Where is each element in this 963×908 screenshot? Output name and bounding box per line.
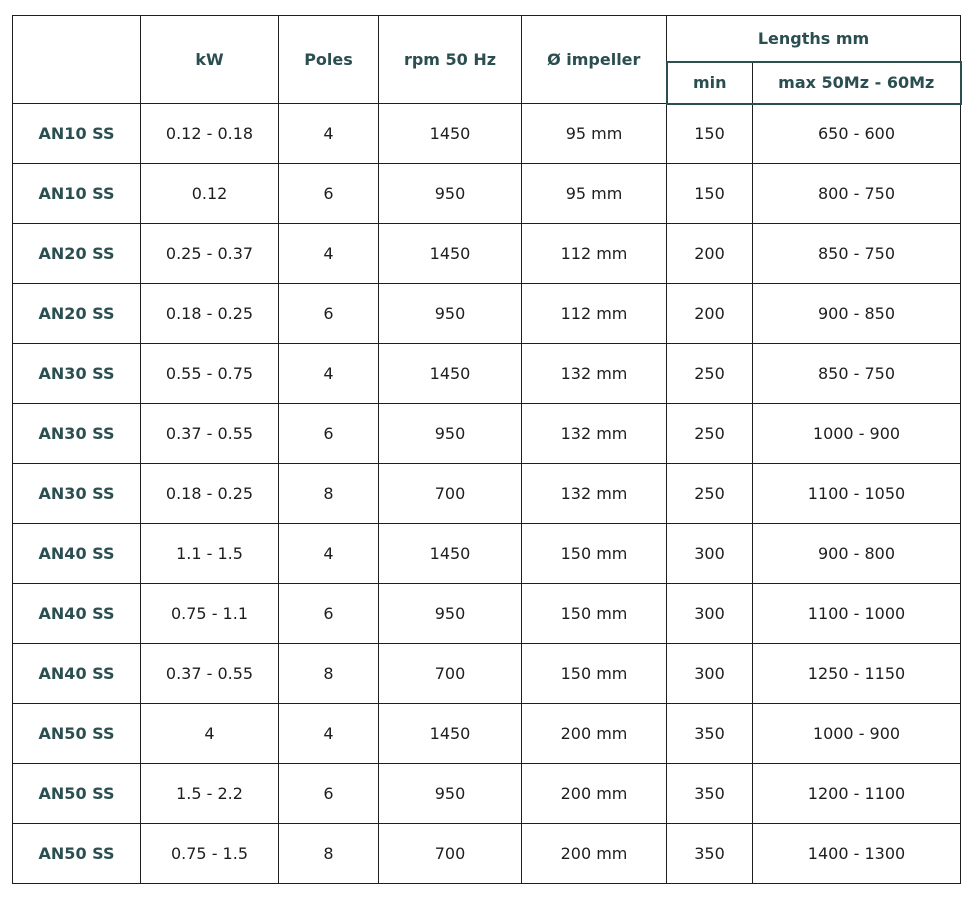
model-cell: AN20 SS [13, 284, 141, 344]
model-cell: AN30 SS [13, 344, 141, 404]
min-length-cell: 350 [667, 704, 753, 764]
kw-cell: 0.18 - 0.25 [141, 464, 279, 524]
corner-header [13, 16, 141, 104]
min-length-cell: 300 [667, 644, 753, 704]
rpm-cell: 950 [379, 164, 522, 224]
rpm-cell: 950 [379, 404, 522, 464]
max-length-cell: 850 - 750 [753, 224, 961, 284]
poles-cell: 6 [279, 764, 379, 824]
model-cell: AN20 SS [13, 224, 141, 284]
kw-cell: 0.37 - 0.55 [141, 644, 279, 704]
impeller-cell: 150 mm [522, 524, 667, 584]
kw-header: kW [141, 16, 279, 104]
poles-cell: 6 [279, 404, 379, 464]
max-length-cell: 1200 - 1100 [753, 764, 961, 824]
max-length-cell: 1100 - 1000 [753, 584, 961, 644]
poles-cell: 8 [279, 464, 379, 524]
table-row [13, 764, 961, 824]
impeller-header: Ø impeller [522, 16, 667, 104]
table-row [13, 584, 961, 644]
min-length-header: min [667, 62, 753, 104]
impeller-cell: 95 mm [522, 104, 667, 164]
impeller-cell: 150 mm [522, 644, 667, 704]
impeller-cell: 200 mm [522, 704, 667, 764]
min-length-cell: 200 [667, 224, 753, 284]
max-length-cell: 1000 - 900 [753, 404, 961, 464]
rpm-cell: 700 [379, 824, 522, 884]
impeller-cell: 132 mm [522, 344, 667, 404]
max-length-cell: 900 - 800 [753, 524, 961, 584]
model-cell: AN40 SS [13, 584, 141, 644]
table-row [13, 164, 961, 224]
table-row [13, 404, 961, 464]
min-length-cell: 300 [667, 524, 753, 584]
poles-cell: 6 [279, 164, 379, 224]
table-row [13, 644, 961, 704]
min-length-cell: 350 [667, 764, 753, 824]
poles-cell: 4 [279, 344, 379, 404]
min-length-cell: 250 [667, 344, 753, 404]
poles-cell: 6 [279, 284, 379, 344]
poles-cell: 4 [279, 704, 379, 764]
impeller-cell: 132 mm [522, 404, 667, 464]
poles-cell: 6 [279, 584, 379, 644]
min-length-cell: 150 [667, 164, 753, 224]
poles-cell: 4 [279, 524, 379, 584]
table-row [13, 104, 961, 164]
poles-cell: 8 [279, 644, 379, 704]
min-length-cell: 150 [667, 104, 753, 164]
kw-cell: 0.55 - 0.75 [141, 344, 279, 404]
impeller-cell: 150 mm [522, 584, 667, 644]
min-length-cell: 250 [667, 404, 753, 464]
model-cell: AN30 SS [13, 404, 141, 464]
kw-cell: 0.75 - 1.1 [141, 584, 279, 644]
min-length-cell: 300 [667, 584, 753, 644]
kw-cell: 4 [141, 704, 279, 764]
min-length-cell: 350 [667, 824, 753, 884]
rpm-cell: 950 [379, 764, 522, 824]
table-header [13, 16, 961, 104]
table-body [13, 104, 961, 884]
rpm-cell: 950 [379, 584, 522, 644]
table-row [13, 704, 961, 764]
table-row [13, 224, 961, 284]
kw-cell: 0.75 - 1.5 [141, 824, 279, 884]
max-length-cell: 1100 - 1050 [753, 464, 961, 524]
min-length-cell: 250 [667, 464, 753, 524]
table-row [13, 344, 961, 404]
rpm-cell: 1450 [379, 224, 522, 284]
kw-cell: 1.5 - 2.2 [141, 764, 279, 824]
rpm-cell: 1450 [379, 704, 522, 764]
model-cell: AN10 SS [13, 164, 141, 224]
rpm-cell: 950 [379, 284, 522, 344]
rpm-header: rpm 50 Hz [379, 16, 522, 104]
table-row [13, 824, 961, 884]
impeller-cell: 95 mm [522, 164, 667, 224]
model-cell: AN40 SS [13, 524, 141, 584]
kw-cell: 0.25 - 0.37 [141, 224, 279, 284]
kw-cell: 0.12 [141, 164, 279, 224]
max-length-cell: 1250 - 1150 [753, 644, 961, 704]
kw-cell: 0.12 - 0.18 [141, 104, 279, 164]
model-cell: AN50 SS [13, 764, 141, 824]
impeller-cell: 112 mm [522, 284, 667, 344]
model-cell: AN50 SS [13, 824, 141, 884]
poles-cell: 4 [279, 104, 379, 164]
max-length-cell: 1400 - 1300 [753, 824, 961, 884]
impeller-cell: 200 mm [522, 824, 667, 884]
lengths-header: Lengths mm [667, 16, 961, 62]
poles-cell: 4 [279, 224, 379, 284]
max-length-cell: 900 - 850 [753, 284, 961, 344]
max-length-header: max 50Mz - 60Mz [753, 62, 961, 104]
max-length-cell: 1000 - 900 [753, 704, 961, 764]
model-cell: AN10 SS [13, 104, 141, 164]
max-length-cell: 800 - 750 [753, 164, 961, 224]
table-row [13, 464, 961, 524]
spec-table [12, 15, 962, 884]
kw-cell: 0.18 - 0.25 [141, 284, 279, 344]
poles-header: Poles [279, 16, 379, 104]
rpm-cell: 1450 [379, 104, 522, 164]
kw-cell: 0.37 - 0.55 [141, 404, 279, 464]
kw-cell: 1.1 - 1.5 [141, 524, 279, 584]
impeller-cell: 132 mm [522, 464, 667, 524]
rpm-cell: 700 [379, 464, 522, 524]
rpm-cell: 700 [379, 644, 522, 704]
impeller-cell: 200 mm [522, 764, 667, 824]
poles-cell: 8 [279, 824, 379, 884]
min-length-cell: 200 [667, 284, 753, 344]
max-length-cell: 850 - 750 [753, 344, 961, 404]
rpm-cell: 1450 [379, 524, 522, 584]
max-length-cell: 650 - 600 [753, 104, 961, 164]
rpm-cell: 1450 [379, 344, 522, 404]
model-cell: AN30 SS [13, 464, 141, 524]
impeller-cell: 112 mm [522, 224, 667, 284]
model-cell: AN50 SS [13, 704, 141, 764]
table-row [13, 284, 961, 344]
model-cell: AN40 SS [13, 644, 141, 704]
table-row [13, 524, 961, 584]
